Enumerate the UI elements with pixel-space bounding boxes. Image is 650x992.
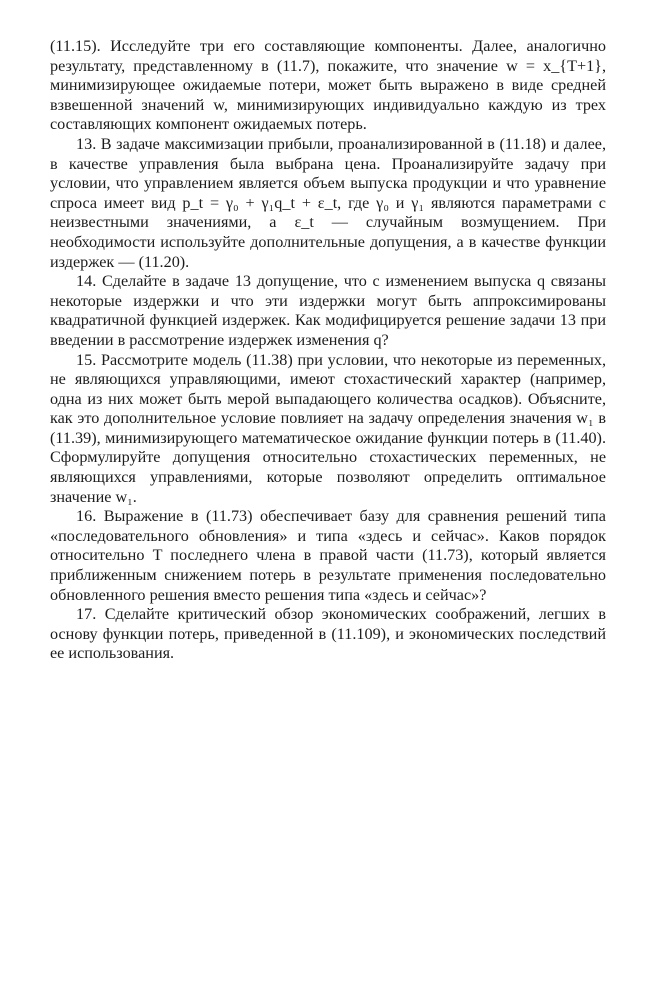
paragraph-problem-14: 14. Сделайте в задаче 13 допущение, что с изменением выпуска q связаны некоторые издержки и что эти издержки могут быть аппроксимированы квадратичной функцией издержек. Как модифицируется решение задачи 13 при введении в рассмотрение издержек изменения q? — [50, 272, 606, 349]
paragraph-problem-15: 15. Рассмотрите модель (11.38) при условии, что некоторые из переменных, не являющихся управляющими, имеют стохастический характер (например, одна из них может быть мерой выпадающего количества осадков). Объясните, как это дополнительное условие повлияет на задачу определения значения w₁ в (11.39), минимизирующего математическое ожидание функции потерь в (11.40). Сформулируйте допущения относительно стохастических переменных, не являющихся управлениями, которые позволяют определить оптимальное значение w₁. — [50, 350, 606, 506]
paragraph-problem-17: 17. Сделайте критический обзор экономических соображений, легших в основу функции потерь, приведенной в (11.109), и экономических последствий ее использования. — [50, 605, 606, 663]
paragraph-continuation: (11.15). Исследуйте три его составляющие компоненты. Далее, аналогично результату, представленному в (11.7), покажите, что значение w = x_{T+1}, минимизирующее ожидаемые потери, может быть выражено в виде средней взвешенной значений w, минимизирующих индивидуально каждую из трех составляющих компонент ожидаемых потерь. — [50, 37, 606, 134]
page-body — [50, 37, 606, 664]
paragraph-problem-13: 13. В задаче максимизации прибыли, проанализированной в (11.18) и далее, в качестве управления была выбрана цена. Проанализируйте задачу при условии, что управлением является объем выпуска продукции и что уравнение спроса имеет вид p_t = γ₀ + γ₁q_t + ε_t, где γ₀ и γ₁ являются параметрами с неизвестными значениями, а ε_t — случайным возмущением. При необходимости используйте дополнительные допущения, а в качестве функции издержек — (11.20). — [50, 134, 606, 271]
paragraph-problem-16: 16. Выражение в (11.73) обеспечивает базу для сравнения решений типа «последовательного обновления» и типа «здесь и сейчас». Каков порядок относительно T последнего члена в правой части (11.73), который является приближенным снижением потерь в результате применения последовательно обновленного решения вместо решения типа «здесь и сейчас»? — [50, 507, 606, 604]
